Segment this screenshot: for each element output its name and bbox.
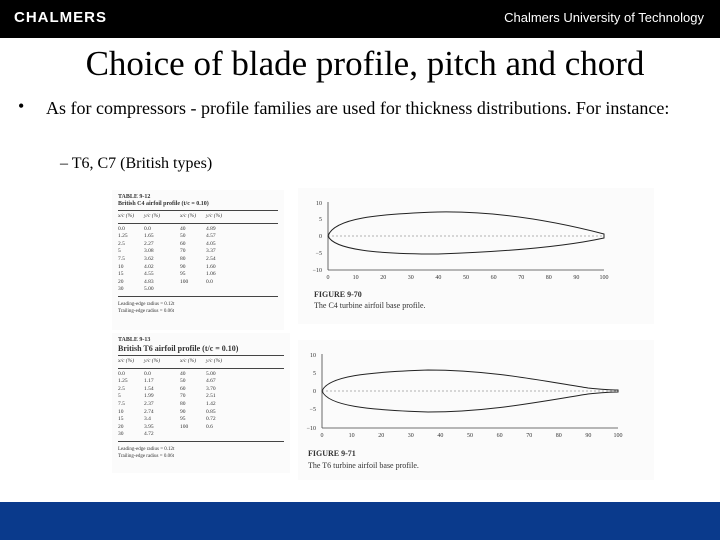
svg-text:80: 80 — [555, 433, 562, 439]
table-c4-header: x/c (%) y/c (%) x/c (%) y/c (%) — [118, 213, 223, 219]
table-t6-col3: 40 50 60 70 80 90 95 100 — [180, 370, 189, 430]
figure-t6-label: FIGURE 9-71 — [308, 449, 356, 458]
svg-text:−5: −5 — [315, 251, 322, 257]
footer-bar — [0, 502, 720, 540]
figure-t6 — [298, 340, 654, 480]
table-c4 — [112, 190, 284, 330]
table-t6-header: x/c (%) y/c (%) x/c (%) y/c (%) — [118, 358, 223, 364]
table-c4-col2: 0.0 1.65 2.27 3.08 3.62 4.02 4.55 4.83 5.00 — [144, 225, 154, 293]
svg-text:0: 0 — [326, 275, 330, 281]
bullet-icon: • — [18, 96, 25, 116]
svg-text:90: 90 — [573, 275, 580, 281]
svg-text:−10: −10 — [306, 426, 316, 432]
figure-c4-caption: The C4 turbine airfoil base profile. — [314, 301, 426, 310]
svg-text:−5: −5 — [309, 407, 316, 413]
svg-text:90: 90 — [585, 433, 592, 439]
table-t6-col4: 5.00 4.67 3.70 2.51 1.42 0.85 0.72 0.6 — [206, 370, 216, 430]
svg-text:50: 50 — [463, 275, 469, 281]
bullet-text: As for compressors - profile families are used for thickness distributions. For instance: — [46, 98, 670, 118]
svg-text:5: 5 — [319, 217, 322, 223]
table-t6-caption: British T6 airfoil profile (t/c = 0.10) — [118, 344, 239, 353]
svg-text:20: 20 — [378, 433, 385, 439]
svg-text:0: 0 — [319, 234, 322, 240]
figure-c4-svg — [298, 188, 654, 324]
svg-text:30: 30 — [407, 433, 414, 439]
sub-bullet-text: – T6, C7 (British types) — [60, 155, 213, 172]
svg-text:70: 70 — [526, 433, 533, 439]
svg-text:40: 40 — [437, 433, 444, 439]
table-c4-col4: 4.89 4.57 4.05 3.37 2.54 1.60 1.06 0.0 — [206, 225, 216, 285]
table-c4-caption: British C4 airfoil profile (t/c = 0.10) — [118, 201, 209, 207]
table-t6-notes: Leading-edge radius = 0.12t Trailing-edge radius = 0.06t — [118, 446, 175, 459]
svg-text:80: 80 — [545, 275, 552, 281]
figure-t6-caption: The T6 turbine airfoil base profile. — [308, 461, 419, 470]
table-c4-col1: 0.0 1.25 2.5 5 7.5 10 15 20 30 — [118, 225, 128, 293]
svg-text:20: 20 — [380, 275, 387, 281]
table-t6-number: TABLE 9-13 — [118, 337, 151, 343]
svg-text:60: 60 — [490, 275, 497, 281]
svg-text:10: 10 — [352, 275, 359, 281]
table-t6 — [112, 333, 290, 473]
svg-text:100: 100 — [599, 275, 609, 281]
table-c4-notes: Leading-edge radius = 0.12t Trailing-edge radius = 0.06t — [118, 301, 175, 314]
university-name: Chalmers University of Technology — [504, 10, 704, 25]
svg-text:0: 0 — [320, 433, 324, 439]
table-t6-col2: 0.0 1.17 1.54 1.99 2.37 2.74 3.4 3.95 4.72 — [144, 370, 154, 438]
svg-text:10: 10 — [348, 433, 355, 439]
figure-c4 — [298, 188, 654, 324]
table-c4-col3: 40 50 60 70 80 90 95 100 — [180, 225, 189, 285]
svg-text:0: 0 — [313, 389, 316, 395]
svg-text:10: 10 — [310, 353, 316, 359]
table-t6-col1: 0.0 1.25 2.5 5 7.5 10 15 20 30 — [118, 370, 128, 438]
slide-title: Choice of blade profile, pitch and chord — [85, 44, 645, 83]
svg-text:40: 40 — [435, 275, 442, 281]
svg-text:30: 30 — [407, 275, 414, 281]
table-t6-body — [118, 371, 284, 439]
svg-text:60: 60 — [496, 433, 503, 439]
table-c4-number: TABLE 9-12 — [118, 194, 151, 200]
svg-text:50: 50 — [467, 433, 473, 439]
svg-text:−10: −10 — [312, 268, 322, 274]
svg-text:100: 100 — [613, 433, 623, 439]
figure-t6-svg — [298, 340, 654, 480]
svg-text:5: 5 — [313, 371, 316, 377]
figure-c4-label: FIGURE 9-70 — [314, 290, 362, 299]
svg-text:70: 70 — [518, 275, 525, 281]
table-c4-body — [118, 226, 278, 294]
chalmers-logo: CHALMERS — [14, 9, 107, 26]
svg-text:10: 10 — [316, 201, 322, 207]
header-bar — [0, 0, 720, 38]
